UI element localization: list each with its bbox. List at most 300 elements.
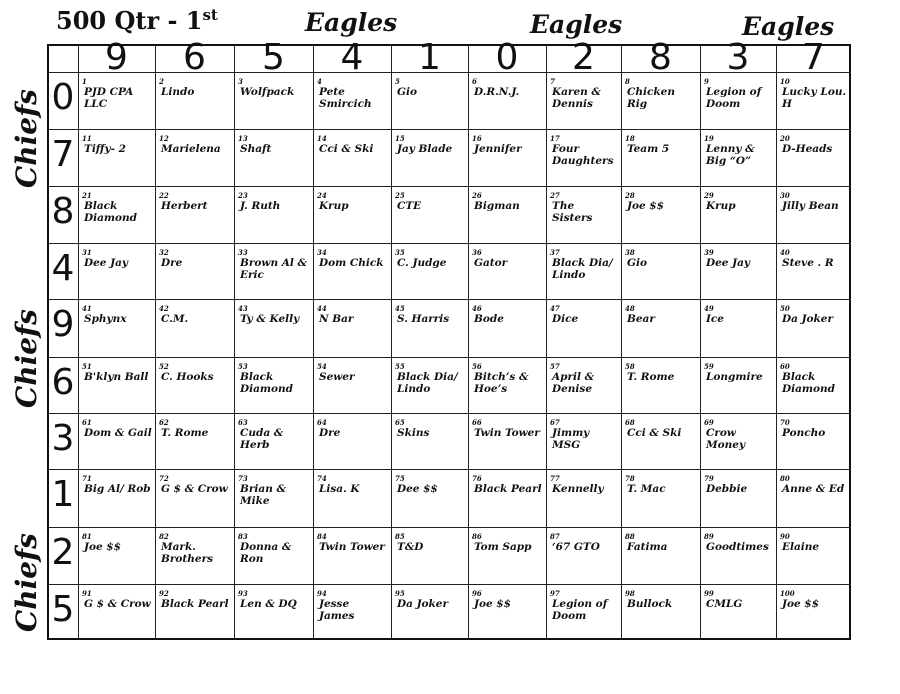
square-owner-name: Cci & Ski	[627, 427, 682, 439]
square-cell	[155, 186, 234, 243]
square-number: 32	[159, 248, 169, 257]
square-number: 100	[780, 589, 795, 598]
square-number: 18	[625, 134, 635, 143]
square-cell	[700, 357, 776, 413]
square-number: 30	[780, 191, 790, 200]
square-owner-name: Sewer	[319, 371, 355, 383]
square-cell	[313, 413, 391, 469]
side-team-label: Chiefs	[10, 533, 43, 632]
square-number: 49	[704, 304, 714, 313]
row-digit: 5	[51, 589, 75, 630]
square-cell	[78, 527, 155, 584]
square-cell	[313, 186, 391, 243]
square-cell	[78, 129, 155, 186]
square-cell	[621, 299, 700, 357]
square-number: 52	[159, 362, 169, 371]
square-number: 55	[395, 362, 405, 371]
square-number: 66	[472, 418, 482, 427]
square-number: 27	[550, 191, 560, 200]
square-cell	[700, 584, 776, 640]
square-cell	[391, 469, 468, 527]
square-owner-name: Cci & Ski	[319, 143, 374, 155]
square-cell	[621, 527, 700, 584]
square-number: 29	[704, 191, 714, 200]
square-owner-name: Ice	[706, 313, 724, 325]
square-number: 61	[82, 418, 92, 427]
square-number: 71	[82, 474, 92, 483]
square-cell	[468, 584, 546, 640]
square-owner-name: Crow Money	[706, 427, 746, 451]
square-cell	[313, 299, 391, 357]
square-cell	[776, 186, 851, 243]
square-cell	[391, 186, 468, 243]
square-number: 53	[238, 362, 248, 371]
square-owner-name: Black Pearl	[161, 598, 229, 610]
square-cell	[155, 299, 234, 357]
square-cell	[78, 413, 155, 469]
square-owner-name: Dee Jay	[84, 257, 128, 269]
square-number: 54	[317, 362, 327, 371]
square-cell	[313, 357, 391, 413]
square-number: 33	[238, 248, 248, 257]
square-cell	[468, 299, 546, 357]
square-owner-name: N Bar	[319, 313, 354, 325]
square-number: 39	[704, 248, 714, 257]
square-number: 24	[317, 191, 327, 200]
square-owner-name: Jesse James	[319, 598, 355, 622]
square-number: 70	[780, 418, 790, 427]
square-number: 69	[704, 418, 714, 427]
square-owner-name: Black Dia/ Lindo	[397, 371, 458, 395]
square-owner-name: Len & DQ	[240, 598, 297, 610]
square-owner-name: Black Diamond	[240, 371, 293, 395]
square-number: 57	[550, 362, 560, 371]
square-owner-name: T. Rome	[627, 371, 675, 383]
square-owner-name: Team 5	[627, 143, 670, 155]
square-owner-name: Pete Smircich	[319, 86, 372, 110]
square-cell	[776, 299, 851, 357]
square-cell	[700, 469, 776, 527]
square-owner-name: Mark. Brothers	[161, 541, 214, 565]
square-number: 35	[395, 248, 405, 257]
square-number: 14	[317, 134, 327, 143]
top-team-label: Eagles	[305, 8, 398, 37]
square-cell	[546, 243, 621, 299]
square-owner-name: Kennelly	[552, 483, 604, 495]
square-cell	[700, 186, 776, 243]
square-number: 65	[395, 418, 405, 427]
square-owner-name: G $ & Crow	[161, 483, 228, 495]
column-digit: 3	[726, 37, 750, 78]
square-cell	[234, 413, 313, 469]
square-owner-name: Twin Tower	[474, 427, 540, 439]
square-owner-name: April & Denise	[552, 371, 595, 395]
square-cell	[546, 299, 621, 357]
square-owner-name: Lucky Lou. H	[782, 86, 847, 110]
square-cell	[621, 413, 700, 469]
square-cell	[234, 584, 313, 640]
square-cell	[155, 413, 234, 469]
square-number: 76	[472, 474, 482, 483]
square-cell	[546, 527, 621, 584]
square-owner-name: ‘67 GTO	[552, 541, 600, 553]
square-owner-name: Cuda & Herb	[240, 427, 284, 451]
square-owner-name: Goodtimes	[706, 541, 769, 553]
square-number: 25	[395, 191, 405, 200]
square-number: 64	[317, 418, 327, 427]
square-number: 40	[780, 248, 790, 257]
square-owner-name: Jennifer	[474, 143, 522, 155]
square-cell	[313, 72, 391, 129]
square-cell	[468, 72, 546, 129]
square-number: 88	[625, 532, 635, 541]
square-cell	[468, 186, 546, 243]
square-cell	[234, 527, 313, 584]
square-cell	[700, 72, 776, 129]
square-cell	[391, 243, 468, 299]
square-owner-name: Wolfpack	[240, 86, 295, 98]
square-owner-name: Black Pearl	[474, 483, 542, 495]
square-owner-name: Dom Chick	[319, 257, 384, 269]
square-number: 96	[472, 589, 482, 598]
square-cell	[700, 527, 776, 584]
square-owner-name: C.M.	[161, 313, 189, 325]
square-owner-name: Fatima	[627, 541, 668, 553]
square-owner-name: Dee Jay	[706, 257, 750, 269]
square-owner-name: Skins	[397, 427, 430, 439]
square-number: 16	[472, 134, 482, 143]
row-digit: 9	[51, 304, 75, 345]
square-number: 51	[82, 362, 92, 371]
square-cell	[78, 72, 155, 129]
square-number: 12	[159, 134, 169, 143]
square-owner-name: D-Heads	[782, 143, 833, 155]
square-owner-name: Lisa. K	[319, 483, 360, 495]
square-number: 4	[317, 77, 322, 86]
side-team-label: Chiefs	[10, 89, 43, 188]
square-number: 28	[625, 191, 635, 200]
square-cell	[391, 584, 468, 640]
square-owner-name: Joe $$	[84, 541, 121, 553]
square-cell	[391, 357, 468, 413]
square-owner-name: Jimmy MSG	[552, 427, 590, 451]
square-number: 63	[238, 418, 248, 427]
square-cell	[155, 584, 234, 640]
square-owner-name: Dre	[319, 427, 341, 439]
row-digit: 6	[51, 362, 75, 403]
square-number: 80	[780, 474, 790, 483]
row-digit: 8	[51, 191, 75, 232]
square-number: 60	[780, 362, 790, 371]
square-owner-name: Black Dia/ Lindo	[552, 257, 613, 281]
square-number: 1	[82, 77, 87, 86]
square-number: 89	[704, 532, 714, 541]
square-cell	[155, 72, 234, 129]
square-number: 92	[159, 589, 169, 598]
square-number: 20	[780, 134, 790, 143]
square-number: 94	[317, 589, 327, 598]
square-cell	[776, 243, 851, 299]
square-cell	[621, 129, 700, 186]
square-cell	[391, 527, 468, 584]
row-digit: 1	[51, 474, 75, 515]
square-number: 62	[159, 418, 169, 427]
square-owner-name: Krup	[319, 200, 349, 212]
square-cell	[700, 243, 776, 299]
square-owner-name: Debbie	[706, 483, 748, 495]
square-owner-name: Big Al/ Rob	[84, 483, 151, 495]
square-owner-name: Dom & Gail	[84, 427, 152, 439]
square-number: 87	[550, 532, 560, 541]
square-owner-name: C. Judge	[397, 257, 447, 269]
square-number: 74	[317, 474, 327, 483]
square-number: 3	[238, 77, 243, 86]
square-owner-name: D.R.N.J.	[474, 86, 520, 98]
square-owner-name: Joe $$	[474, 598, 511, 610]
square-cell	[776, 527, 851, 584]
square-owner-name: Joe $$	[627, 200, 664, 212]
square-number: 37	[550, 248, 560, 257]
square-cell	[78, 299, 155, 357]
square-number: 67	[550, 418, 560, 427]
square-number: 47	[550, 304, 560, 313]
page-title: 500 Qtr - 1st	[56, 6, 218, 35]
square-owner-name: Shaft	[240, 143, 272, 155]
square-number: 17	[550, 134, 560, 143]
square-owner-name: CMLG	[706, 598, 743, 610]
square-number: 73	[238, 474, 248, 483]
square-number: 26	[472, 191, 482, 200]
square-number: 19	[704, 134, 714, 143]
square-owner-name: Steve . R	[782, 257, 834, 269]
square-cell	[78, 243, 155, 299]
square-cell	[155, 357, 234, 413]
square-cell	[313, 243, 391, 299]
square-number: 41	[82, 304, 92, 313]
square-owner-name: Legion of Doom	[706, 86, 762, 110]
square-number: 46	[472, 304, 482, 313]
top-team-label: Eagles	[742, 12, 835, 41]
square-number: 72	[159, 474, 169, 483]
square-cell	[468, 469, 546, 527]
square-owner-name: Chicken Rig	[627, 86, 675, 110]
square-cell	[776, 72, 851, 129]
square-owner-name: Lenny & Big “O”	[706, 143, 755, 167]
square-owner-name: Gio	[627, 257, 647, 269]
square-owner-name: T. Mac	[627, 483, 666, 495]
square-number: 2	[159, 77, 164, 86]
square-number: 78	[625, 474, 635, 483]
square-cell	[234, 186, 313, 243]
square-cell	[313, 584, 391, 640]
square-cell	[468, 243, 546, 299]
square-owner-name: J. Ruth	[240, 200, 281, 212]
column-digit: 5	[262, 37, 285, 78]
square-owner-name: Dre	[161, 257, 183, 269]
square-cell	[621, 243, 700, 299]
square-number: 84	[317, 532, 327, 541]
square-cell	[700, 299, 776, 357]
square-number: 93	[238, 589, 248, 598]
square-cell	[78, 357, 155, 413]
square-cell	[776, 357, 851, 413]
square-number: 97	[550, 589, 560, 598]
square-owner-name: Brown Al & Eric	[240, 257, 308, 281]
square-owner-name: Karen & Dennis	[552, 86, 601, 110]
square-owner-name: Joe $$	[782, 598, 819, 610]
column-digit: 2	[572, 37, 595, 78]
square-owner-name: B'klyn Ball	[84, 371, 149, 383]
square-cell	[621, 584, 700, 640]
square-cell	[546, 413, 621, 469]
square-cell	[776, 469, 851, 527]
square-cell	[78, 186, 155, 243]
square-cell	[313, 129, 391, 186]
square-owner-name: Bigman	[474, 200, 520, 212]
square-owner-name: Marielena	[161, 143, 221, 155]
square-number: 42	[159, 304, 169, 313]
square-owner-name: Herbert	[161, 200, 208, 212]
square-cell	[776, 129, 851, 186]
square-cell	[391, 72, 468, 129]
row-digit: 0	[51, 77, 75, 118]
square-number: 36	[472, 248, 482, 257]
square-cell	[468, 413, 546, 469]
square-cell	[234, 72, 313, 129]
square-owner-name: Jay Blade	[397, 143, 453, 155]
square-number: 95	[395, 589, 405, 598]
square-cell	[546, 186, 621, 243]
square-number: 91	[82, 589, 92, 598]
square-number: 56	[472, 362, 482, 371]
square-cell	[234, 129, 313, 186]
square-number: 79	[704, 474, 714, 483]
square-number: 5	[395, 77, 400, 86]
square-number: 86	[472, 532, 482, 541]
square-number: 75	[395, 474, 405, 483]
square-number: 15	[395, 134, 405, 143]
square-number: 43	[238, 304, 248, 313]
square-number: 82	[159, 532, 169, 541]
square-cell	[468, 527, 546, 584]
square-number: 59	[704, 362, 714, 371]
square-number: 11	[82, 134, 92, 143]
square-number: 48	[625, 304, 635, 313]
square-owner-name: Donna & Ron	[240, 541, 292, 565]
square-cell	[546, 72, 621, 129]
square-number: 10	[780, 77, 790, 86]
square-cell	[621, 357, 700, 413]
square-number: 58	[625, 362, 635, 371]
square-owner-name: Jilly Bean	[782, 200, 839, 212]
square-owner-name: The Sisters	[552, 200, 593, 224]
top-team-label: Eagles	[530, 10, 623, 39]
square-number: 6	[472, 77, 477, 86]
square-cell	[155, 243, 234, 299]
square-cell	[546, 584, 621, 640]
square-owner-name: G $ & Crow	[84, 598, 151, 610]
square-cell	[234, 243, 313, 299]
square-cell	[155, 527, 234, 584]
square-owner-name: Tom Sapp	[474, 541, 532, 553]
square-number: 38	[625, 248, 635, 257]
square-number: 21	[82, 191, 92, 200]
square-number: 81	[82, 532, 92, 541]
column-digit: 1	[418, 37, 441, 78]
square-owner-name: PJD CPA LLC	[84, 86, 134, 110]
square-owner-name: Black Diamond	[782, 371, 835, 395]
row-digit: 3	[51, 418, 75, 459]
square-cell	[234, 357, 313, 413]
square-owner-name: Black Diamond	[84, 200, 137, 224]
square-number: 13	[238, 134, 248, 143]
square-cell	[546, 469, 621, 527]
square-owner-name: T. Rome	[161, 427, 209, 439]
square-number: 99	[704, 589, 714, 598]
square-cell	[700, 129, 776, 186]
square-owner-name: Longmire	[706, 371, 763, 383]
square-cell	[776, 584, 851, 640]
square-cell	[468, 357, 546, 413]
square-cell	[234, 469, 313, 527]
square-owner-name: Da Joker	[782, 313, 834, 325]
square-owner-name: Bitch’s & Hoe’s	[474, 371, 529, 395]
square-cell	[546, 129, 621, 186]
square-owner-name: Lindo	[161, 86, 195, 98]
square-owner-name: Tiffy- 2	[84, 143, 126, 155]
square-cell	[621, 186, 700, 243]
square-owner-name: Krup	[706, 200, 736, 212]
square-cell	[621, 469, 700, 527]
square-number: 7	[550, 77, 555, 86]
square-cell	[313, 469, 391, 527]
square-number: 31	[82, 248, 92, 257]
square-number: 83	[238, 532, 248, 541]
square-owner-name: Gio	[397, 86, 417, 98]
square-owner-name: Brian & Mike	[240, 483, 286, 507]
square-cell	[546, 357, 621, 413]
square-number: 90	[780, 532, 790, 541]
square-cell	[621, 72, 700, 129]
column-digit: 4	[340, 37, 364, 78]
square-owner-name: Poncho	[782, 427, 826, 439]
square-owner-name: Dee $$	[397, 483, 438, 495]
square-cell	[234, 299, 313, 357]
square-owner-name: Bear	[627, 313, 655, 325]
square-cell	[155, 469, 234, 527]
square-owner-name: CTE	[397, 200, 422, 212]
square-owner-name: Twin Tower	[319, 541, 385, 553]
square-cell	[468, 129, 546, 186]
square-cell	[155, 129, 234, 186]
square-cell	[776, 413, 851, 469]
square-cell	[78, 469, 155, 527]
row-digit: 7	[51, 134, 75, 175]
square-owner-name: Da Joker	[397, 598, 449, 610]
square-cell	[700, 413, 776, 469]
square-owner-name: Gator	[474, 257, 508, 269]
column-digit: 0	[495, 37, 519, 78]
column-digit: 8	[649, 37, 672, 78]
square-cell	[391, 413, 468, 469]
square-owner-name: C. Hooks	[161, 371, 214, 383]
column-digit: 7	[802, 37, 825, 78]
row-digit: 4	[51, 248, 75, 289]
square-cell	[313, 527, 391, 584]
column-digit: 6	[183, 37, 206, 78]
square-number: 8	[625, 77, 630, 86]
square-cell	[78, 584, 155, 640]
